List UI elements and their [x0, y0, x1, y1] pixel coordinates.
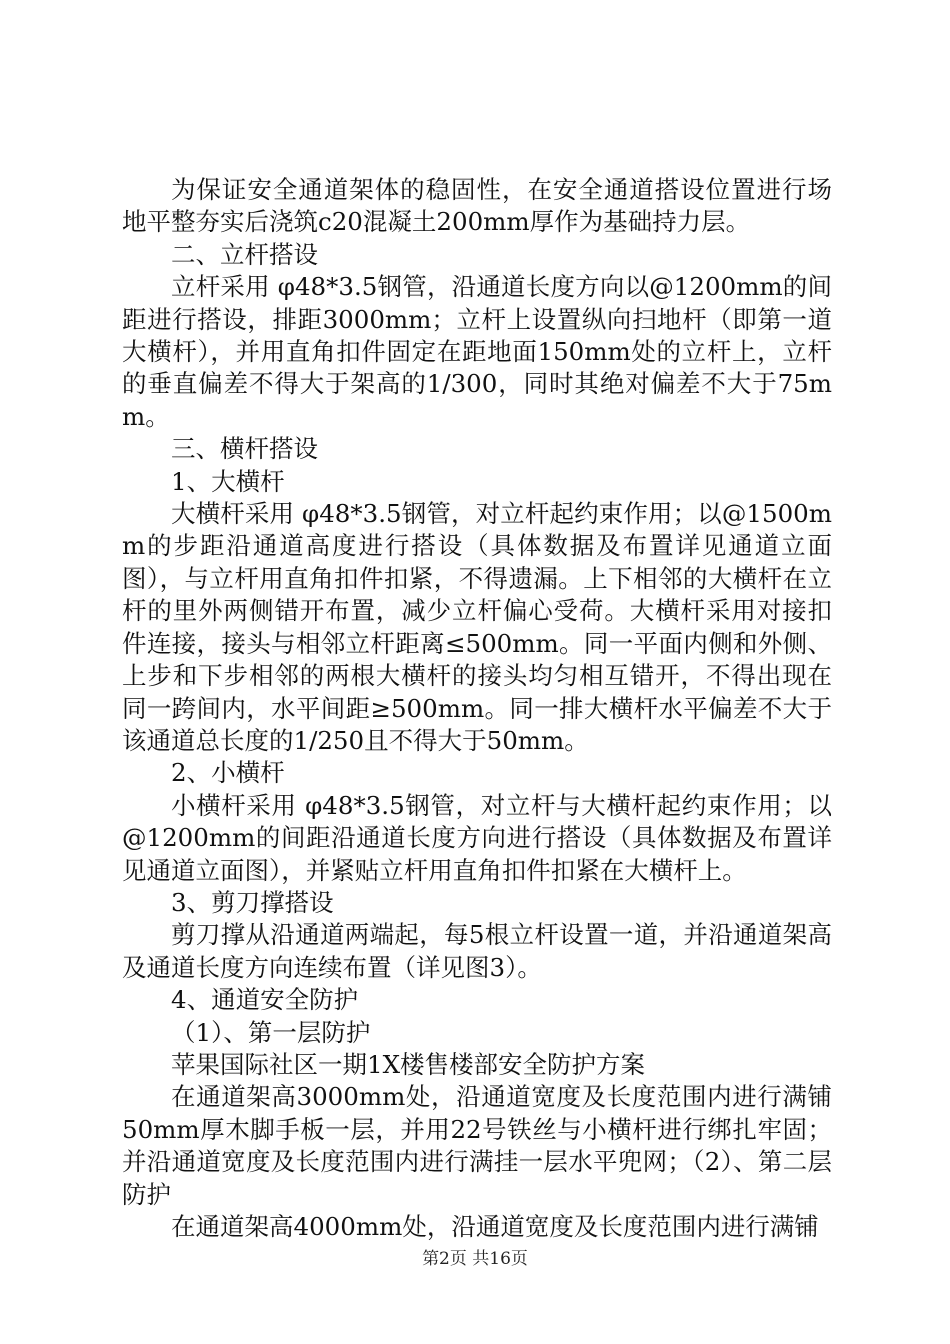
document-body [122, 174, 832, 1243]
section-heading: 三、横杆搭设 [171, 434, 318, 464]
paragraph: 为保证安全通道架体的稳固性，在安全通道搭设位置进行场地平整夯实后浇筑c20混凝土200mm厚作为基础持力层。 [122, 175, 832, 237]
subsection-heading: 2、小横杆 [171, 758, 285, 788]
document-title-line: 苹果国际社区一期1X楼售楼部安全防护方案 [171, 1049, 646, 1079]
paragraph: 在通道架高4000mm处，沿通道宽度及长度范围内进行满铺 [171, 1212, 819, 1241]
paragraph: 大横杆采用 φ48*3.5钢管，对立杆起约束作用；以@1500mm的步距沿通道高度进行搭设（具体数据及布置详见通道立面图），与立杆用直角扣件扣紧，不得遗漏。上下相邻的大横杆在立杆的里外两侧错开布置，减少立杆偏心受荷。大横杆采用对接扣件连接，接头与相邻立杆距离≤500mm。同一平面内侧和外侧、上步和下步相邻的两根大横杆的接头均匀相互错开，不得出现在同一跨间内，水平间距≥500mm。同一排大横杆水平偏差不大于该通道总长度的1/250且不得大于50mm。 [122, 499, 832, 755]
page-footer: 第2页 共16页 [422, 1249, 528, 1269]
subsection-heading: 3、剪刀撑搭设 [171, 887, 334, 917]
paragraph: 小横杆采用 φ48*3.5钢管，对立杆与大横杆起约束作用；以@1200mm的间距沿通道长度方向进行搭设（具体数据及布置详见通道立面图），并紧贴立杆用直角扣件扣紧在大横杆上。 [122, 790, 832, 885]
subsection-heading: 4、通道安全防护 [171, 985, 359, 1015]
subsection-heading: （1）、第一层防护 [171, 1017, 371, 1047]
section-heading: 二、立杆搭设 [171, 239, 318, 269]
paragraph: 剪刀撑从沿通道两端起，每5根立杆设置一道，并沿通道架高及通道长度方向连续布置（详见图3）。 [122, 920, 832, 982]
paragraph: 立杆采用 φ48*3.5钢管，沿通道长度方向以@1200mm的间距进行搭设，排距3000mm；立杆上设置纵向扫地杆（即第一道大横杆），并用直角扣件固定在距地面150mm处的立杆上，立杆的垂直偏差不得大于架高的1/300，同时其绝对偏差不大于75mm。 [122, 272, 832, 431]
subsection-heading: 1、大横杆 [171, 466, 285, 496]
paragraph: 在通道架高3000mm处，沿通道宽度及长度范围内进行满铺50mm厚木脚手板一层，并用22号铁丝与小横杆进行绑扎牢固；并沿通道宽度及长度范围内进行满挂一层水平兜网；（2）、第二层防护 [122, 1082, 832, 1209]
